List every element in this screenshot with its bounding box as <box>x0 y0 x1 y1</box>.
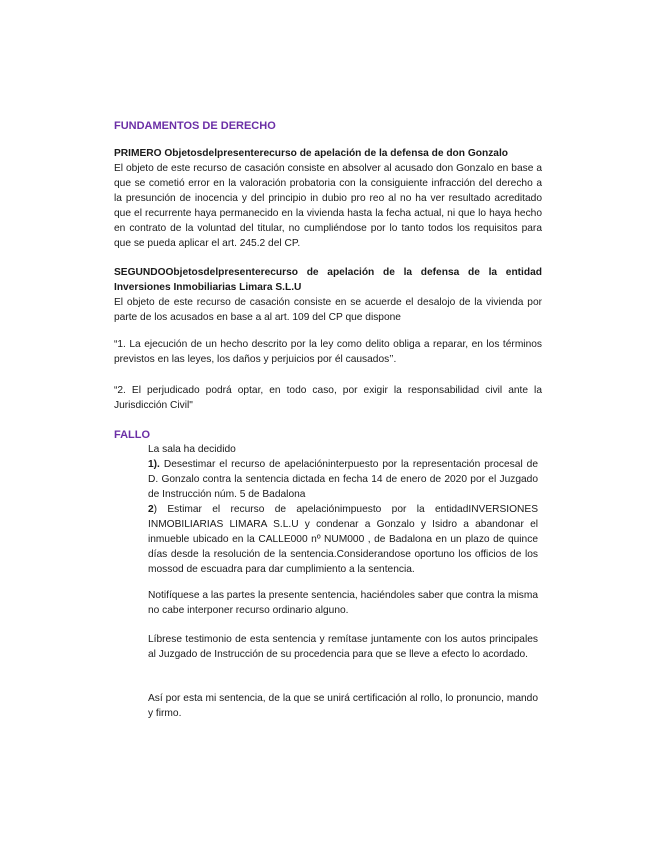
testimonio-paragraph: Líbrese testimonio de esta sentencia y remítase juntamente con los autos principales al Juzgado de Instrucción de su procedencia para que se lleve a efecto lo acordado. <box>148 634 538 660</box>
fallo-item-2: 2) Estimar el recurso de apelaciónimpuesto por la entidadINVERSIONES INMOBILIARIAS LIMARA S.L.U y condenar a Gonzalo y Isidro a abandonar el inmueble ubicado en la CALLE000 nº NUM000 , de Badalona en un plazo de quince días desde la resolución de la sentencia.Considerandose oportuno los officios de los mossod de escuadra para dar cumplimiento a la sentencia. <box>148 504 538 575</box>
segundo-section <box>114 265 542 325</box>
segundo-title: SEGUNDOObjetosdelpresenterecurso de apelación de la defensa de la entidad Inversiones Inmobiliarias Limara S.L.U <box>114 267 542 293</box>
fallo-intro: La sala ha decidido <box>148 444 236 455</box>
segundo-body: El objeto de este recurso de casación consiste en se acuerde el desalojo de la vivienda por parte de los acusados en base a al art. 109 del CP que dispone <box>114 297 542 323</box>
fallo-block <box>148 442 538 577</box>
section-heading-fallo: FALLO <box>114 429 151 441</box>
primero-title: PRIMERO Objetosdelpresenterecurso de apelación de la defensa de don Gonzalo <box>114 148 509 159</box>
fallo-item-1: 1). Desestimar el recurso de apelacióninterpuesto por la representación procesal de D. Gonzalo contra la sentencia dictada en fecha 14 de enero de 2020 por el Juzgado de Instrucción núm. 5 de Badalona <box>148 459 538 500</box>
closing-paragraph: Así por esta mi sentencia, de la que se unirá certificación al rollo, lo pronuncio, mando y firmo. <box>148 693 538 719</box>
primero-section <box>114 146 542 251</box>
quote-1: “1. La ejecución de un hecho descrito por la ley como delito obliga a reparar, en los términos previstos en las leyes, los daños y perjuicios por él causados’’. <box>114 339 542 365</box>
quote-2: “2. El perjudicado podrá optar, en todo caso, por exigir la responsabilidad civil ante la Jurisdicción Civil" <box>114 385 542 411</box>
notify-paragraph: Notifíquese a las partes la presente sentencia, haciéndoles saber que contra la misma no cabe interponer recurso ordinario alguno. <box>148 590 538 616</box>
primero-body: El objeto de este recurso de casación consiste en absolver al acusado don Gonzalo en base a que se cometió error en la valoración probatoria con la consiguiente infracción del derecho a la presunción de inocencia y del principio in dubio pro reo al no ha ver resultado acreditado que el recurrente haya permanecido en la vivienda hasta la fecha actual, ni que lo haya hecho en contrato de la voluntad del titular, no cumpliéndose por lo tanto todos los requisitos para que se pueda aplicar el art. 245.2 del CP. <box>114 163 542 249</box>
section-heading-fundamentos: FUNDAMENTOS DE DERECHO <box>114 120 276 132</box>
